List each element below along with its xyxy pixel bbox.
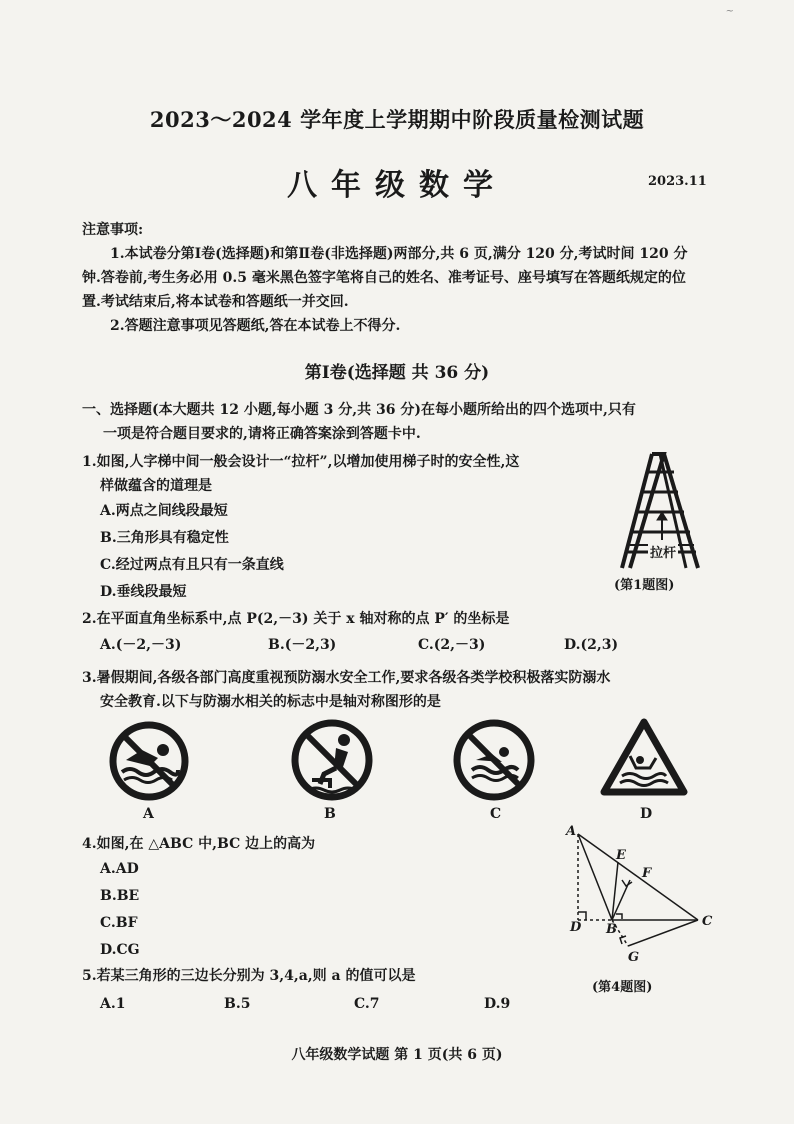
q4-figure-caption: (第4题图): [592, 980, 653, 995]
no-diving-sign-b: [290, 718, 374, 802]
q4-option-b: B.BE: [100, 888, 140, 904]
no-swimming-sign-c: [452, 718, 536, 802]
point-f-label: F: [642, 866, 652, 881]
point-c-label: C: [702, 914, 713, 929]
q3-stem-line-2: 安全教育.以下与防溺水相关的标志中是轴对称图形的是: [100, 694, 441, 710]
exam-title: 2023～2024 学年度上学期期中阶段质量检测试题: [149, 107, 645, 132]
point-d-label: D: [570, 920, 582, 935]
q1-option-c: C.经过两点有且只有一条直线: [100, 557, 284, 573]
q2-option-c: C.(2,－3): [418, 637, 486, 653]
point-e-label: E: [616, 848, 626, 863]
corner-mark: ~: [725, 6, 734, 17]
sign-label-c: C: [490, 806, 502, 822]
q5-option-b: B.5: [224, 996, 251, 1012]
section-title: 第Ⅰ卷(选择题 共 36 分): [304, 363, 490, 383]
triangle-figure: [560, 822, 720, 972]
sign-label-d: D: [640, 806, 653, 822]
notes-label: 注意事项:: [82, 222, 144, 238]
q3-stem-line-1: 3.暑假期间,各级各部门高度重视预防溺水安全工作,要求各级各类学校积极落实防溺水: [82, 670, 611, 686]
q1-option-b: B.三角形具有稳定性: [100, 530, 229, 546]
point-g-label: G: [628, 950, 640, 965]
q1-option-a: A.两点之间线段最短: [100, 503, 228, 519]
ladder-figure: [612, 450, 712, 575]
sign-d-drawing: [600, 718, 688, 798]
q4-option-c: C.BF: [100, 915, 138, 931]
q1-figure-caption: (第1题图): [614, 578, 675, 593]
q5-option-c: C.7: [354, 996, 380, 1012]
q2-option-b: B.(－2,3): [268, 637, 337, 653]
section-instruction: [82, 398, 710, 446]
page-footer: 八年级数学试题 第 1 页(共 6 页): [291, 1047, 503, 1063]
question-1: [82, 450, 612, 606]
note-item-2: 2.答题注意事项见答题纸,答在本试卷上不得分.: [110, 318, 401, 334]
sign-a-drawing: [108, 720, 190, 802]
q2-option-a: A.(－2,－3): [100, 637, 182, 653]
question-3: [82, 666, 722, 714]
no-swimming-sign-a: [108, 720, 190, 802]
q4-stem: 4.如图,在 △ABC 中,BC 边上的高为: [82, 836, 316, 852]
exam-date: 2023.11: [648, 174, 707, 189]
triangle-drawing: [560, 822, 720, 972]
sign-label-a: A: [143, 806, 154, 822]
q1-option-d: D.垂线段最短: [100, 584, 187, 600]
note-item-1: 1.本试卷分第Ⅰ卷(选择题)和第Ⅱ卷(非选择题)两部分,共 6 页,满分 120 分,考试时间 120 分钟.答卷前,考生务必用 0.5 毫米黑色签字笔将自己的姓名、准考证号、座号填写在答题纸规定的位置.考试结束后,将本试卷和答题纸一并交回.: [82, 246, 688, 310]
q2-stem: 2.在平面直角坐标系中,点 P(2,－3) 关于 x 轴对称的点 P′ 的坐标是: [82, 611, 510, 627]
q1-stem-line-1: 1.如图,人字梯中间一般会设计一“拉杆”,以增加使用梯子时的安全性,这: [82, 454, 520, 470]
q5-option-d: D.9: [484, 996, 511, 1012]
question-2: [82, 607, 722, 631]
ladder-rod-label: 拉杆: [648, 542, 678, 561]
instruction-line-1: 一、选择题(本大题共 12 小题,每小题 3 分,共 36 分)在每小题所给出的四个选项中,只有: [82, 402, 636, 418]
sign-b-drawing: [290, 718, 374, 802]
q1-stem-line-2: 样做蕴含的道理是: [100, 478, 212, 494]
question-5: [82, 964, 582, 988]
notes-block: [82, 242, 704, 338]
drowning-warning-sign-d: [600, 718, 688, 798]
sign-c-drawing: [452, 718, 536, 802]
point-b-label: B: [606, 922, 617, 937]
instruction-line-2: 一项是符合题目要求的,请将正确答案涂到答题卡中.: [103, 426, 421, 442]
point-a-label: A: [566, 824, 577, 839]
sign-label-b: B: [324, 806, 336, 822]
q5-stem: 5.若某三角形的三边长分别为 3,4,a,则 a 的值可以是: [82, 968, 416, 984]
q4-option-a: A.AD: [100, 861, 139, 877]
subject-title: 八年级数学: [287, 168, 507, 203]
q5-option-a: A.1: [100, 996, 126, 1012]
question-4: [82, 832, 522, 964]
q2-option-d: D.(2,3): [564, 637, 619, 653]
q4-option-d: D.CG: [100, 942, 140, 958]
